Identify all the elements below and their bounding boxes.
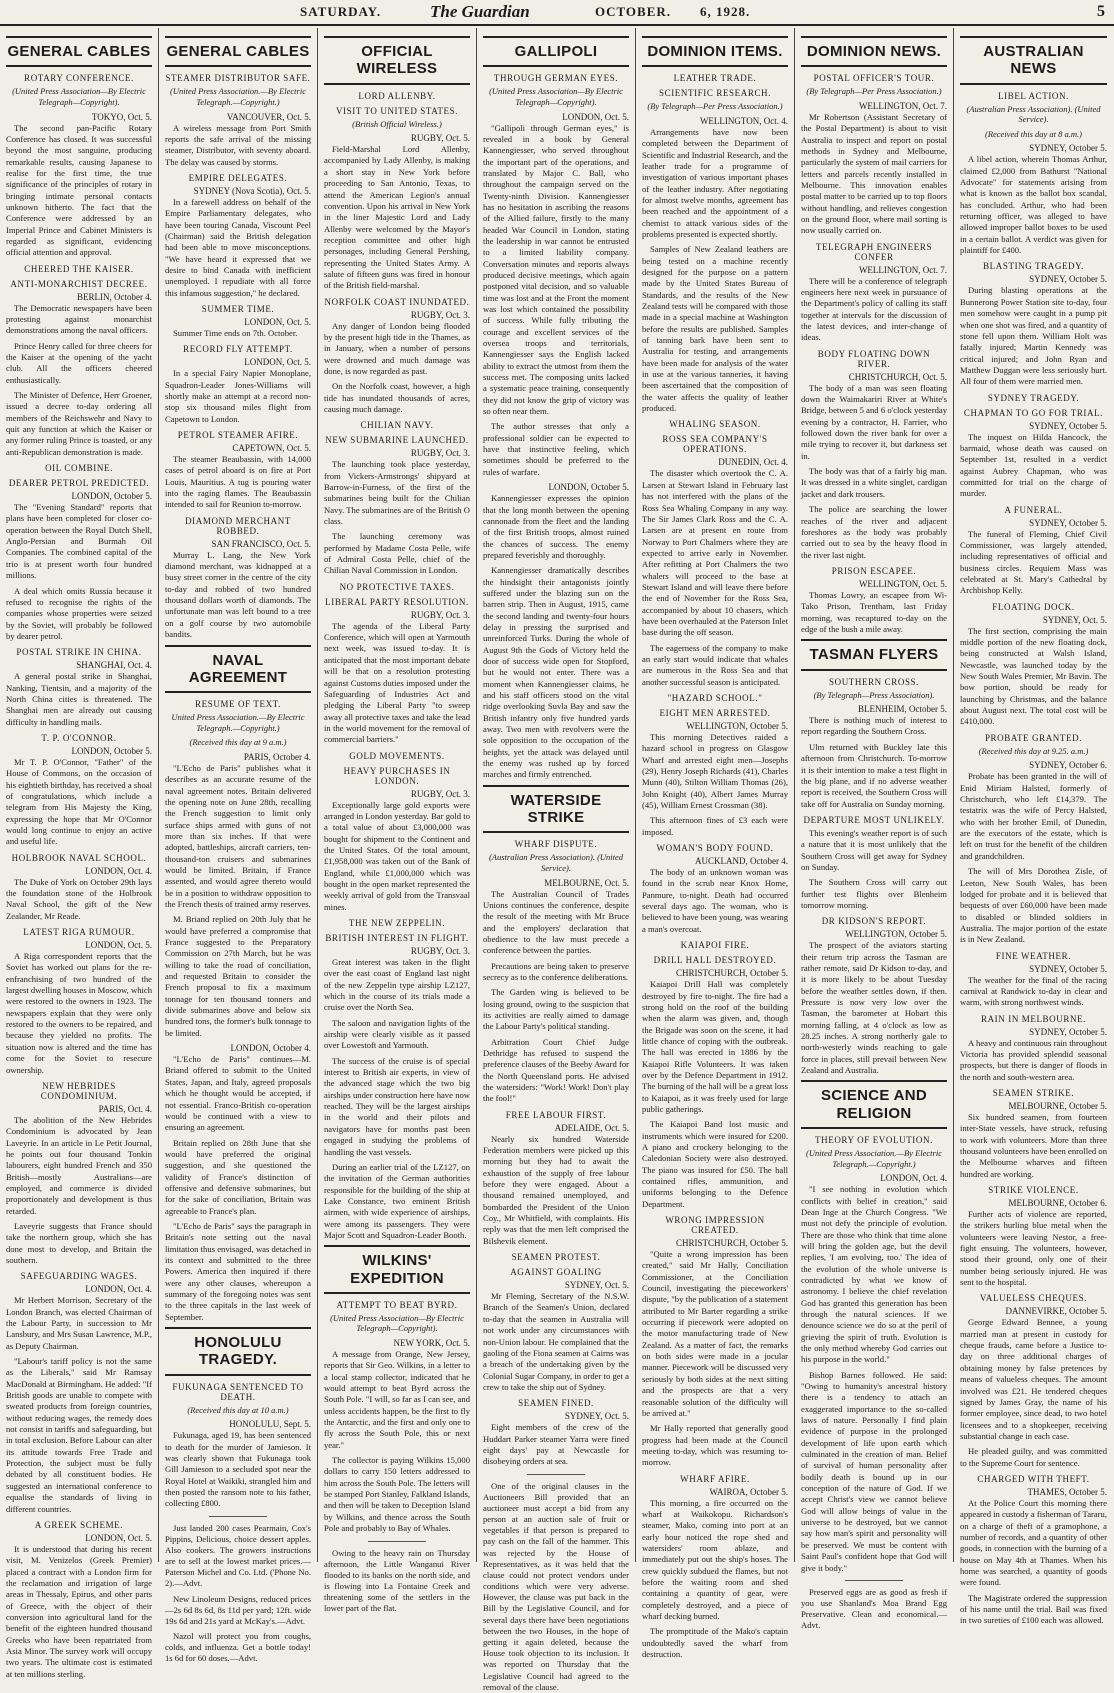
article-paragraph: In a farewell address on behalf of the Empire Parliamentary delegates, who have been touring Canada, Viscount Peel (Chairman) said the British delegation had been able to move misconceptions. "We have heard it expressed that we desire to bind Canada with inefficient unemployed. I repudiate with all force this infamous suggestion," he declared. — [165, 196, 311, 298]
article-paragraph: Prince Henry called for three cheers for the Kaiser at the opening of the yacht club. All the officers cheered enthusiastically. — [6, 340, 152, 385]
article-paragraph: The weather for the final of the racing carnival at Randwick to-day in clear and warm, with strong northwest winds. — [960, 974, 1107, 1008]
advertisement: New Linoleum Designs, reduced prices—2s 6d 8s 6d, 8s 11d per yard; 12ft. wide 19s 6d and 21s yard at McKay's.—Advt. — [165, 1593, 311, 1626]
subheading: TELEGRAPH ENGINEERS CONFER — [815, 241, 933, 262]
subheading: BODY FLOATING DOWN RIVER. — [817, 348, 931, 369]
article-paragraph: During an earlier trial of the LZ127, on the invitation of the German authorities responsible for the building of the ship at Lake Constance, two eminent British airmen, with wide experience of airships, were among its passengers. They were Major Scott and Squadron-Leader Booth. — [324, 1161, 470, 1240]
subheading: FUKUNAGA SENTENCED TO DEATH. — [172, 1381, 304, 1402]
article-paragraph: There is nothing much of interest to report regarding the Southern Cross. — [801, 715, 947, 737]
dateline: CHRISTCHURCH, October 5. — [676, 968, 788, 979]
article-paragraph: The "Evening Standard" reports that plans have been completed for closer co-operation between the Royal Dutch Shell, Anglo-Persian and Burmah Oil Companies. The combined capital of the trio is at present worth four hundred millions. — [6, 502, 152, 581]
article-paragraph: George Edward Bennee, a young married man at present in custody for cheque frauds, came before a Justice to-day on three additional charges of obtaining money by false pretences by means of valueless cheques. The amount involved was £21. He tendered cheques signed by James Gray, the name of his former employee, since dead, to two hotel licensees and to a shopkeeper, receiving substantial change in each case. — [960, 1317, 1107, 1441]
article-paragraph: Further acts of violence are reported, the strikers hurling blue metal when the volunteers were leaving Nestor, a free-fight ensuing. The volunteers, however, stood their ground, only one of their number being seriously injured. He was sent to the hospital. — [960, 1209, 1107, 1288]
credit-line: (Received this day at 10 a.m.) — [187, 1404, 289, 1415]
dateline: PARIS, Oct. 4. — [98, 1103, 152, 1114]
article-paragraph: Samples of New Zealand leathers are being tested on a machine recently designed for the purpose on a pattern made by the United States Bureau of Standards, and the results of the New Zealand tests will be compared with those made in a special machine at Washington before the results are published. Samples of tanning bark have been sent to Australia for testing, and arrangements have been made for analysis of the water in use at the various tanneries, it having been ascertained that the composition of the water affects the quality of leather produced. — [642, 244, 788, 414]
dateline: PARIS, October 4. — [243, 751, 311, 762]
article-paragraph: The Garden wing is believed to be losing ground, owing to the suspicion that its activities are really aimed to damage the Labour Party's political standing. — [483, 987, 629, 1032]
article-paragraph: Bishop Barnes followed. He said: "Owing to humanity's ancestral history there is a tendency to attach an exaggerated importance to the so-called laws of nature. Personally I find plain evidence of purpose in the prolonged development of life upon earth which culminated in the creation of man. Belief of survival of human personality after bodily death is bound up in our conception of the nature of God. If we accept Christ's view we cannot believe God will allow beings of value in the universe to be destroyed, but we cannot say how man's spirit and personality will be preserved. We must be content with Saint Paul's confident hope that God will give it body." — [801, 1369, 947, 1573]
subheading: THROUGH GERMAN EYES. — [493, 73, 619, 84]
article-paragraph: The Minister of Defence, Herr Groener, issued a decree to-day ordering all members of the Reichswehr and Navy to quit any function at which the Kaiser or any former ruling Prince is toasted, or any anti-Republican demonstration is made. — [6, 390, 152, 457]
section-headline: AUSTRALIAN NEWS — [960, 36, 1107, 85]
masthead-paper-title: The Guardian — [430, 2, 530, 21]
dateline: WELLINGTON, October 5. — [686, 721, 788, 731]
article-paragraph: Britain replied on 28th June that she would have preferred the original suggestion, and she questioned the validity of France's distinction of offensive and defensive submarines, but for the sake of conciliation, Britain was agreeable to France's plan. — [165, 1137, 311, 1216]
dateline: WELLINGTON, Oct. 7. — [858, 100, 947, 111]
section-headline: WILKINS' EXPEDITION — [324, 1245, 470, 1294]
article-paragraph: A wireless message from Port Smith reports the safe arrival of the missing steamer, Distributor, with seventy aboard. The delay was caused by storms. — [165, 122, 311, 167]
subheading: FINE WEATHER. — [995, 950, 1072, 961]
article-paragraph: A message from Orange, New Jersey, reports that Sir Geo. Wilkins, in a letter to a local stamp collector, indicated that he would attempt to beat Byrd across the South Pole. "I will, so far as I can see, and unless accidents happen, be the first to fly the Antarctic, and the first and only one to fly across the South Pole, this or next year." — [324, 1349, 470, 1450]
article-paragraph: The steamer Beaubassin, with 14,000 cases of petrol aboard is on fire at Port Louis, Mauritius. A tug is pouring water into the raging flames. The Beaubassin intended to sail for Reunion to-morrow. — [165, 454, 311, 510]
article-paragraph: This afternoon fines of £3 each were imposed. — [642, 815, 788, 837]
dateline: LONDON, October 5. — [548, 482, 629, 493]
subheading: VALUELESS CHEQUES. — [979, 1293, 1088, 1304]
article-paragraph: The Australian Council of Trades Unions continues the conference, despite the result of the meeting with Mr Bruce and the employers' declaration that obedience to the law must precede a conference between the parties. — [483, 888, 629, 956]
article-paragraph: "L'Echo de Paris" publishes what it describes as an accurate resume of the naval agreement notes. Britain delivered the opening note on June 28th, recalling the French suggestion to limit only surface ships armed with guns of not more than six inches. If that were adopted, battleships, aircraft carriers, ten-thousand-ton cruisers and submarines would be limited. Britain, if France assented, and would agree thereto would be in a position to withdraw opposition to the French thesis of trained army reserves. — [165, 762, 311, 909]
subheading: CHARGED WITH THEFT. — [977, 1473, 1090, 1484]
article-paragraph: Mr Herbert Morrison, Secretary of the London Branch, was elected Chairman of the Labour Party, in succession to Mr Lansbury, and Mrs Susan Lawrence, M.P., as Deputy Chairman. — [6, 1295, 152, 1351]
dateline: AUCKLAND, October 4. — [695, 856, 788, 867]
article-paragraph: This morning, a fire occurred on the wharf at Waikokopu. Richardson's steamer, Mako, coming into port at an early hour noticed the rope shed and watersiders' room ablaze, and immediately put out the ship's hoses. The crew quickly subdued the flames, but not before the waiting room and shed containing a quantity of gear, were completely destroyed, and a piece of wharf decking burned. — [642, 1497, 788, 1621]
subheading: CHAPMAN TO GO FOR TRIAL. — [963, 407, 1104, 418]
news-columns — [0, 28, 1114, 1692]
dateline: SYDNEY, October 5. — [1029, 517, 1107, 528]
subheading: EIGHT MEN ARRESTED. — [659, 708, 771, 718]
credit-line: (United Press Association.—By Electric Telegraph.—Copyright.) — [170, 86, 306, 107]
article-paragraph: Eight members of the crew of the Huddart Parker steamer Yarra were fined eight days' pay at Newcastle for disobeying orders at sea. — [483, 1422, 629, 1467]
dateline: SAN FRANCISCO, Oct. 5. — [211, 538, 311, 549]
article-paragraph: Field-Marshal Lord Allenby, accompanied by Lady Allenby, is making a short stay in New York before proceeding to San Antonio, Texas, to attend the American Legion's annual convention. Upon his arrival in New York in the liner Majestic Lord and Lady Allenby were welcomed by the Mayor's reception committee and other high personages, including General Pershing, representing the United States Army. A salute of fifteen guns was fired in honour of the British field-marshal. — [324, 144, 470, 291]
article-paragraph: The Duke of York on October 29th lays the foundation stone of the Holbrook Naval School, the gift of the New Zealander, Mr Reade. — [6, 876, 152, 921]
subheading: POSTAL STRIKE IN CHINA. — [16, 647, 142, 658]
article-paragraph: "I see nothing in evolution which conflicts with belief in creation," said Dean Inge at the Church Congress. "We must not defy the principle of evolution. There are those who think that time alone will bring the golden age, but the devil replies, 'I am evolving, too.' The idea of the evolution of the whole universe is contradicted by what we know of astronomy. I believe the chief revelation God has granted this generation has been through the natural sciences. If we denounce science we do so at the peril of grieving the spirit of truth. Evolution is the only method whereby God carries out his purpose in the world." — [801, 1184, 947, 1365]
article-paragraph: The will of Mrs Dorothea Zisle, of Leeton, New South Wales, has been lodged for probate and it is believed that bequests of over £60,000 have been made to disabled or blinded soldiers in Australia. The major portion of the estate is in New Zealand. — [960, 866, 1107, 945]
article-paragraph: "L'Echo de Paris" says the paragraph in Britain's note setting out the naval limitation thus envisaged, was detached in its context and submitted to the three Powers. America then inquired if there were any other clauses, whereupon a summary of the foregoing notes was sent to the three capitals in the last week of September. — [165, 1220, 311, 1322]
news-column-5 — [636, 28, 795, 1660]
dateline: WELLINGTON, Oct. 5. — [858, 578, 947, 589]
masthead-month: OCTOBER. — [595, 4, 672, 19]
article-paragraph: The body of an unknown woman was found in the scrub near Knox Home, Panmure, to-night. Death had occurred several days ago. The woman, who is believed to have been young, was wearing a man's overcoat. — [642, 867, 788, 934]
advertisement: Preserved eggs are as good as fresh if you use Shanland's Moa Brand Egg Preservative. Clean and economical.—Advt. — [801, 1586, 947, 1631]
dateline: LONDON, Oct. 4. — [85, 1284, 152, 1295]
credit-line: (United Press Association—By Electric Telegraph—Copyright). — [12, 86, 146, 107]
credit-line: (United Press Association—By Electric Telegraph—Copyright). — [330, 1312, 464, 1334]
news-column-3 — [318, 28, 477, 1614]
credit-line: United Press Association.—By Electric Telegraph.—Copyright.) — [171, 712, 305, 733]
news-column-7 — [954, 28, 1113, 1626]
article-paragraph: Laveyrie suggests that France should take the northern group, which she has done most to develop, and Britain the southern. — [6, 1220, 152, 1265]
subheading: ROSS SEA COMPANY'S OPERATIONS. — [662, 434, 768, 455]
dateline: MELBOURNE, Oct. 5. — [544, 877, 629, 888]
subheading: STEAMER DISTRIBUTOR SAFE. — [165, 73, 311, 84]
section-headline: OFFICIAL WIRELESS — [324, 36, 470, 85]
dateline: LONDON, October 5. — [71, 491, 152, 502]
credit-line: (By Telegraph—Per Press Association.) — [806, 86, 942, 97]
advertisement: Owing to the heavy rain on Thursday afternoon, the Little Wanganui River flooded to its banks on the north side, and is flowing into La Fontaine Creek and threatening some of the settlers in the lower part of the flat. — [324, 1547, 470, 1614]
article-paragraph: Exceptionally large gold exports were arranged in London yesterday. Bar gold to a total value of about £3,000,000 was bought for shipment to the Continent and the United States. Of the total amount, £1,958,000 was taken out of the Bank of England, while £1,000,000 which was bought in the open market represented the weekly arrival of gold from the Transvaal mines. — [324, 799, 470, 912]
credit-line: (United Press Association.—By Electric Telegraph.—Copyright.) — [806, 1147, 942, 1169]
subheading: LORD ALLENBY. — [358, 90, 436, 101]
article-paragraph: The second pan-Pacific Rotary Conference has closed. It was successful beyond the most sanguine, producing remarkable results, causing Japanese to realise for the first time, the true significance of the principles of rotary in bringing intimate personal contacts unknown hitherto. The fact that the Conference were addressed by an Imperial Prince and Cabinet Ministers is regarded as significant, evidencing official attention and approval. — [6, 122, 152, 258]
credit-line: (By Telegraph—Per Press Association.) — [647, 101, 783, 112]
article-paragraph: The success of the cruise is of special interest to British air experts, in view of the advanced stage which the two big airships under construction here have now reached. They will be the largest airships in the world and their pilots and navigators have for months past been engaged in studying the problems of handling the vast vessels. — [324, 1055, 470, 1157]
dateline: DANNEVIRKE, October 5. — [1005, 1306, 1107, 1317]
masthead — [0, 0, 1114, 26]
article-paragraph: The collector is paying Wilkins 15,000 dollars to carry 150 letters addressed to him across the South Pole. The letters will be stamped Port Stanley, Falkland Islands, and then will be taken to Deception Island by Wilkins, and thence across the South Pole and probably to Bay of Whales. — [324, 1455, 470, 1534]
credit-line: (Received this day at 9 a.m.) — [189, 737, 287, 748]
subheading: ATTEMPT TO BEAT BYRD. — [336, 1299, 458, 1310]
subheading: A GREEK SCHEME. — [34, 1519, 124, 1530]
article-paragraph: The Magistrate ordered the suppression of his name until the trial. Bail was fixed in two sureties of £100 each was allowed. — [960, 1592, 1107, 1626]
dateline: SYDNEY, October 5. — [1029, 274, 1107, 285]
masthead-date: 6, 1928. — [700, 4, 751, 19]
dateline: SHANGHAI, Oct. 4. — [76, 660, 152, 671]
subheading: GOLD MOVEMENTS. — [349, 750, 445, 761]
subheading: PETROL STEAMER AFIRE. — [177, 430, 299, 441]
article-paragraph: A libel action, wherein Thomas Arthur, claimed £2,000 from Bathurst "National Advocate" for statements arising from what is known as the ballot box scandal, has concluded. Arthur, who had been returning officer, was alleged to have allowed improper ballot boxes to be used in a certain ballot. A verdict was given for plaintiff for £400. — [960, 154, 1107, 256]
article-paragraph: Mr Hally reported that generally good progress had been made at the Council meeting to-day, which was resuming to-morrow. — [642, 1423, 788, 1468]
dateline: HONOLULU, Sept. 5. — [229, 1419, 311, 1430]
subheading: WHARF DISPUTE. — [514, 839, 598, 850]
article-paragraph: The Democratic newspapers have been protesting against monarchist demonstrations among the naval officers. — [6, 302, 152, 336]
dateline: RUGBY, Oct. 3. — [410, 788, 470, 799]
article-paragraph: The author stresses that only a professional soldier can be expected to have that instinctive feeling, which sometimes should be preferred to the rules of warfare. — [483, 421, 629, 477]
divider-rule — [527, 1474, 585, 1475]
article-paragraph: The promptitude of the Mako's captain undoubtedly saved the wharf from destruction. — [642, 1626, 788, 1660]
dateline: LONDON, Oct. 5. — [85, 1532, 152, 1543]
subheading: LEATHER TRADE. — [673, 73, 757, 84]
article-paragraph: Six hundred seamen, from fourteen inter-State vessels, have struck, refusing to work with volunteers. More than three thousand volunteers have been enrolled on the Melbourne wharves and fifteen hundred are working. — [960, 1111, 1107, 1179]
dateline: RUGBY, Oct. 5. — [410, 133, 470, 144]
subheading: ANTI-MONARCHIST DECREE. — [10, 278, 148, 289]
dateline: ADELAIDE, Oct. 5. — [554, 1122, 629, 1133]
dateline: RUGBY, Oct. 3. — [410, 448, 470, 459]
article-paragraph: Arbitration Court Chief Judge Dethridge has refused to suspend the preference clauses of the Beeby Award for the North Queensland ports. He advised the watersiders: "Work! Work! Don't play the fool!" — [483, 1036, 629, 1104]
section-headline: HONOLULU TRAGEDY. — [165, 1327, 311, 1376]
subheading: LIBEL ACTION. — [998, 90, 1069, 101]
dateline: THAMES, October 5. — [1027, 1486, 1107, 1497]
article-paragraph: This morning Detectives raided a hazard school in progress on Glasgow Wharf and arrested eight men—Josephs (29), Henry Joseph Richards (41), Charles Munn (40), Stilton William Thomas (26), John Knight (40), Albert James Murray (45), William Ernest Crossman (38). — [642, 732, 788, 811]
article-paragraph: M. Briand replied on 20th July that he would have preferred a compromise that France suggested to the Preparatory Commission on 27th March, but he was willing to take the road of conciliation, and requested Britain to consider the French proposal to fix a maximum tonnage for ten thousand tonners and divide submarines above and below six hundred tons, the former's bulk tonnage to be limited. — [165, 914, 311, 1038]
subheading: SUMMER TIME. — [201, 303, 275, 314]
subheading: WRONG IMPRESSION CREATED. — [665, 1215, 765, 1236]
dateline: LONDON, Oct. 5. — [244, 357, 311, 368]
dateline: SYDNEY (Nova Scotia), Oct. 5. — [193, 185, 311, 196]
credit-line: (Australian Press Association). (United Service). — [488, 852, 624, 873]
article-paragraph: A deal which omits Russia because it refused to recognise the rights of the companies whose properties were seized by the Soviet, will probably be followed by dearer petrol. — [6, 585, 152, 641]
subheading: SAFEGUARDING WAGES. — [20, 1271, 138, 1282]
dateline: LONDON, Oct. 5. — [562, 111, 629, 122]
subheading: THEORY OF EVOLUTION. — [815, 1134, 933, 1145]
article-paragraph: The eagerness of the company to make an early start would indicate that whales are numerous in the Ross Sea and that another successful season is anticipated. — [642, 642, 788, 687]
dateline: SYDNEY, Oct. 5. — [564, 1280, 629, 1291]
subheading: DR KIDSON'S REPORT. — [821, 916, 927, 927]
article-paragraph: Summer Time ends on 7th. October. — [173, 327, 298, 338]
subheading: AGAINST GOALING — [510, 1267, 602, 1278]
divider-rule — [845, 1580, 903, 1581]
article-paragraph: The Southern Cross will carry out further test flights over Blenheim tomorrow morning. — [801, 877, 947, 910]
dateline: LONDON, Oct. 4. — [85, 865, 152, 876]
subheading: DRILL HALL DESTROYED. — [653, 955, 777, 966]
subheading: DEARER PETROL PREDICTED. — [8, 478, 150, 489]
dateline: LONDON, October 5. — [71, 745, 152, 756]
subheading: ROTARY CONFERENCE. — [24, 73, 134, 84]
subheading: EMPIRE DELEGATES. — [188, 172, 288, 183]
subheading: WHALING SEASON. — [669, 419, 761, 430]
article-paragraph: Mr T. P. O'Connor, "Father" of the House of Commons, on the occasion of his eightieth birthday, has received a shoal of congratulations, which include a telegram from His Majesty the King, expressing the hope that Mr O'Connor would long continue to enjoy an active and useful life. — [6, 756, 152, 847]
subheading: RESUME OF TEXT. — [195, 699, 281, 709]
subheading: LATEST RIGA RUMOUR. — [23, 927, 135, 938]
article-paragraph: A general postal strike in Shanghai, Nanking, Tientsin, and a majority of the North China cities is threatened. The Shanghai men are already out causing difficulty in handling mails. — [6, 671, 152, 727]
divider-rule — [368, 1541, 426, 1542]
section-headline: GENERAL CABLES — [6, 36, 152, 67]
divider-rule — [209, 1516, 267, 1517]
article-paragraph: Mr Robertson (Assistant Secretary of the Postal Department) is about to visit Australia to inspect and report on postal methods in Sydney and Melbourne, particularly the system of mail carriers for letters and parcels recently installed in Melbourne. This innovation enables postal matter to be carried up to top floors without handling, and relieves congestion on the ground floor, where mail sorting is now usually carried on. — [801, 111, 947, 236]
article-paragraph: "L'Echo de Paris" continues—M. Briand offered to submit to the United States, Japan, and Italy, agreed proposals which he thought would be accepted, if not essential. Franco-British co-operation would be continued with a view to ensuring an agreement. — [165, 1054, 311, 1133]
dateline: WELLINGTON, Oct. 4. — [699, 115, 788, 126]
article-paragraph: The body of a man was seen floating down the Waimakariri River at White's Bridge, between 5 and 6 o'clock yesterday evening by a contractor, H. Farrier, who followed down the river bank for over a mile trying to recover it, but darkness set in. — [801, 382, 947, 461]
article-paragraph: Thomas Lowry, an escapee from Wi-Tako Prison, Trentham, last Friday morning, was recaptured to-day on the edge of the bush a mile away. — [801, 589, 947, 634]
section-headline: TASMAN FLYERS — [801, 639, 947, 670]
dateline: MELBOURNE, October 5. — [1008, 1100, 1107, 1111]
subheading: NO PROTECTIVE TAXES. — [339, 581, 455, 592]
section-headline: GALLIPOLI — [483, 36, 629, 67]
article-paragraph: Fukunaga, aged 19, has been sentenced to death for the murder of Jamieson. It was clearly shown that Fukunaga took Gill Jamieson to a secluded spot near the Royal Hotel at Waikiki, strangled him and then posted the ransom note to his father, collecting £800. — [165, 1430, 311, 1509]
article-paragraph: "Gallipoli through German eyes," is revealed in a book by General Kannengiesser, who served throughout the important part of the operations, and translated by Major C. Ball, who throughout the campaign served on the Twenty-ninth Division. Kannengiesser has no hesitation in ascribing the reasons of the Allied failure, firstly to the many headed War Council in London, stating the leadership in war cannot be entrusted to a limited liability company. Conversation minutes and reports always produced decisive meetings, which again postponed vital decision, and so valuable time was lost and at the Front the moment was lost which contained the possibility of success. While fully tributing the courage and excellent services of the oversea troops and territorials, Kannengiesser says the English lacked ability to extract the utmost from them the success met. The composing units lacked a systematic peace training, consequently they did not know the grip of victory was so often near them. — [483, 122, 629, 417]
dateline: CHRISTCHURCH, October 5. — [676, 1238, 788, 1249]
article-paragraph: Kannengiesser expresses the opinion that the long month between the opening cannonade from the fleet and the landing of the first British troops, almost ruined the chances of success. The enemy prepared feverishly and thoroughly. — [483, 493, 629, 560]
article-paragraph: The abolition of the New Hebrides Condominium is advocated by Jean Laveyrie. In an article in Le Petit Journal, he points out four thousand Tonkin labourers, eight hundred French and 350 British—mostly Australians—are employed, and commerce is divided proportionately and development is thus retarded. — [6, 1114, 152, 1216]
article-paragraph: During blasting operations at the Bunnerong Power Station site to-day, four men somehow were caught in a pump pit when one shot was fired, and a quantity of stone fell upon them. William Holt was fatally injured; Martin Kennedy was critical injured; and John Ryan and Matthew Duggan were less seriously hurt. All four of them were married men. — [960, 285, 1107, 387]
subheading: SCIENTIFIC RESEARCH. — [658, 88, 771, 99]
dateline: LONDON, Oct. 4. — [880, 1173, 947, 1184]
subheading: T. P. O'CONNOR. — [41, 732, 117, 743]
subheading: RAIN IN MELBOURNE. — [980, 1013, 1087, 1024]
dateline: BLENHEIM, October 5. — [858, 704, 947, 715]
dateline: VANCOUVER, Oct. 5. — [226, 111, 311, 122]
dateline: MELBOURNE, October 6. — [1008, 1198, 1107, 1209]
article-paragraph: The disaster which overtook the C. A. Larsen at Stewart Island in February last has not interfered with the plans of the Ross Sea Whaling Company in any way. The Sir James Clark Ross and the C. A. Larsen are at present en route from Norway to Port Chalmers where they are expected to arrive early in November. After refitting at Port Chalmers the two whalers will proceed to the base at Stewart Island and will leave there before the end of November for the Ross Sea, accompanied by about 10 chasers, which have been overhauled at the Paterson Inlet base during the off season. — [642, 468, 788, 638]
subheading: DEPARTURE MOST UNLIKELY. — [803, 814, 945, 825]
credit-line: (United Press Association—By Electric Telegraph—Copyright). — [489, 86, 623, 107]
credit-line: (Received this day at 8 a.m.) — [984, 128, 1082, 139]
section-headline: WATERSIDE STRIKE — [483, 785, 629, 834]
dateline: WELLINGTON, Oct. 7. — [858, 264, 947, 275]
subheading: A FUNERAL. — [1004, 504, 1063, 515]
article-paragraph: The launching ceremony was performed by Madame Costa Pelle, wife of Admiral Costa Pelle, chief of the Chilian Naval Commission in London. — [324, 531, 470, 576]
article-paragraph: The police are searching the lower reaches of the river and adjacent foreshores as the body was probably carried out to sea by the heavy flood in the river last night. — [801, 504, 947, 560]
dateline: RUGBY, Oct. 3. — [410, 609, 470, 620]
subheading: SEAMEN PROTEST. — [511, 1252, 601, 1263]
masthead-day: SATURDAY. — [300, 4, 382, 19]
dateline: WAIROA, October 5. — [709, 1486, 788, 1497]
article-paragraph: The first section, comprising the main middle portion of the new floating dock, being constructed at Walsh Island, Newcastle, was launched today by the New South Wales Premier, Mr Bavin. The bow portion, should be ready for launching by Christmas, and the balance about August next. The total cost will be £410,000. — [960, 625, 1107, 727]
advertisement: One of the original clauses in the Auctioneers Bill provided that an auctioneer must accept a bid from any person at an auction sale of fruit or vegetables if that person is prepared to pay cash on the fall of the hammer. This was rejected by the House of Representatives, as it was held that the clause could not protect vendors under conditions which were very adverse. However, the clause was put back in the Bill by the Legislative Council, and for several days there have been negotiations between the two Houses, in the hope of getting it again deleted, because the House took objection to its inclusion. It was reported on Thursday that the Legislative Council had agreed to the removal of the clause. — [483, 1480, 629, 1692]
subheading: CHILIAN NAVY. — [360, 420, 434, 431]
news-column-2 — [159, 28, 318, 1664]
credit-line: (Received this day at 9.25. a.m.) — [978, 745, 1089, 756]
article-paragraph: Mr Fleming, Secretary of the N.S.W. Branch of the Seamen's Union, declared to-day that the seamen in Australia will not work under any circumstances with non-Union labour. He complained that the gaoling of the Fiona seamen at Cairns was a breach of the undertaking given by the Colonial Sugar Company, in order to get a crew to take the ship out of Sydney. — [483, 1291, 629, 1392]
dateline: WELLINGTON, October 5. — [845, 929, 947, 940]
subheading: CHEERED THE KAISER. — [24, 263, 134, 274]
news-column-1 — [0, 28, 159, 1679]
subheading: KAIAPOI FIRE. — [680, 940, 750, 951]
subheading: STRIKE VIOLENCE. — [988, 1185, 1079, 1196]
subheading: FREE LABOUR FIRST. — [505, 1109, 607, 1120]
article-paragraph: Kannengiesser dramatically describes the hindsight their antagonists jointly suffered under the blazing sun on the barren strip. Then in August, 1915, came the second landing and twenty-four hours delay in pressing the surprised and unreinforced Turks. During the whole of August 9th the Gods of Victory held the door of success wide open for Stopford, but he would not enter. There was a moment when Kannengiesser claims, he and his staff officers stood on the vital ridge overlooking Suvla Bay and saw the British infantry only five hundred yards away. Two men with revolvers were the sole opposition to the occupation of the heights, yet the attack was delayed until the enemy was rushed up by forced marches and firmly entrenched. — [483, 565, 629, 780]
advertisement: Just landed 200 cases Pearmain, Cox's Pippins, Delicious, choice dessert apples. Also cookers. The growers instructions are to sell at the lowest market prices.—Paterson Michel and Co. Ltd. ('Phone No. 2).—Advt. — [165, 1522, 311, 1589]
article-paragraph: The body was that of a fairly big man. It was dressed in a white singlet, cardigan jacket and dark trousers. — [801, 466, 947, 499]
article-paragraph: Kaiapoi Drill Hall was completely destroyed by fire to-night. The fire had a strong hold on the roof of the building when the alarm was given, and, though the Brigade was soon on the scene, it had little chance of coping with the outbreak. The hall was erected in 1886 by the Kaiapoi Rifle Volunteers. It was taken over by the Defence Department in 1912. The burning of the hall will be a great loss to Kaiapoi, as it was freely used for large public gatherings. — [642, 979, 788, 1114]
section-headline: DOMINION ITEMS. — [642, 36, 788, 67]
subheading: BRITISH INTEREST IN FLIGHT. — [325, 933, 469, 943]
article-paragraph: The launching took place yesterday, from Vickers-Armstrongs' shipyard at Barrow-in-Furness, of the first of the submarines being built for the Chilian Navy. The submarines are of the British O class. — [324, 459, 470, 527]
dateline: SYDNEY, October 5. — [1029, 963, 1107, 974]
article-paragraph: He pleaded guilty, and was committed to the Supreme Court for sentence. — [960, 1446, 1107, 1468]
subheading: VISIT TO UNITED STATES. — [335, 105, 459, 116]
subheading: "HAZARD SCHOOL." — [667, 693, 763, 703]
dateline: BERLIN, October 4. — [77, 291, 152, 302]
article-paragraph: At the Police Court this morning there appeared in custody a fisherman of Tararu, on a charge of theft of a gramophone, a number of records, and a quantity of other goods, in connection with the burning of a house on May 4th at Thames. When his home was searched, a quantity of goods were found. — [960, 1497, 1107, 1588]
subheading: PROBATE GRANTED. — [984, 732, 1083, 743]
article-paragraph: Any danger of London being flooded by the present high tide in the Thames, as in January, when a number of persons were drowned and much damage was done, is now regarded as past. — [324, 320, 470, 376]
news-column-4 — [477, 28, 636, 1692]
subheading: HEAVY PURCHASES IN LONDON. — [343, 765, 451, 786]
article-paragraph: In a special Fairy Napier Monoplane, Squadron-Leader Jones-Williams will shortly make an attempt at a record non-stop six thousand miles flight from Capetown to London. — [165, 368, 311, 424]
dateline: CHRISTCHURCH, Oct. 5. — [848, 371, 947, 382]
article-paragraph: Precautions are being taken to preserve secrecy as to the conference deliberations. — [483, 960, 629, 982]
subheading: PRISON ESCAPEE. — [831, 565, 917, 576]
article-paragraph: The agenda of the Liberal Party Conference, which will open at Yarmouth next week, was issued to-day. It is anticipated that the most important debate will be that on a resolution protesting against Customs duties imposed under the Safeguarding of Industries Act and pledging the Liberal Party "to sweep away all protective taxes and take the lead in the world movement for the removal of commercial barriers." — [324, 620, 470, 745]
subheading: WHARF AFIRE. — [680, 1473, 750, 1484]
dateline: SYDNEY, October 6. — [1029, 760, 1107, 771]
article-paragraph: A heavy and continuous rain throughout Victoria has provided splendid seasonal prospects, but there is danger of floods in the north and south-western area. — [960, 1037, 1107, 1082]
article-paragraph: The saloon and navigation lights of the airship were clearly visible as it passed over Lowestoft and Yarmouth. — [324, 1017, 470, 1051]
news-column-6 — [795, 28, 954, 1631]
subheading: SEAMEN FINED. — [518, 1398, 594, 1409]
article-paragraph: This evening's weather report is of such a nature that it is most unlikely that the Southern Cross will get away for Sydney on Sunday. — [801, 827, 947, 872]
dateline: LONDON, Oct. 5. — [244, 316, 311, 327]
article-paragraph: Arrangements have now been completed between the Department of Scientific and Industrial Research, and the leather trade for a programme of investigation of various important phases of the leather industry. After negotiating for almost twelve months, agreement has been reached and the appointment of a chemist to attack various sides of the problems presented is expected shortly. — [642, 126, 788, 239]
dateline: LONDON, Oct. 5. — [85, 940, 152, 951]
subheading: POSTAL OFFICER'S TOUR. — [813, 73, 935, 84]
dateline: RUGBY, Oct. 3. — [410, 946, 470, 956]
dateline: NEW YORK, Oct. 5. — [393, 1338, 470, 1348]
article-paragraph: The Kaiapoi Band lost music and instruments which were insured for £200. A piano and crockery belonging to the Caledonian Society were also destroyed. The piano was insured for £50. The hall contained rifles, ammunition, and uniforms belonging to the Defence Department. — [642, 1119, 788, 1209]
section-headline: SCIENCE AND RELIGION — [801, 1080, 947, 1129]
article-paragraph: There will be a conference of telegraph engineers here next week in pursuance of the Department's policy of calling its staff together at intervals for the discussion of the latest devices, and inter-change of ideas. — [801, 275, 947, 343]
dateline: CAPETOWN, Oct. 5. — [232, 443, 311, 454]
subheading: WOMAN'S BODY FOUND. — [656, 843, 774, 854]
article-paragraph: The prospect of the aviators starting their return trip across the Tasman are rather remote, said Dr Kidson to-day, and it is more likely to be about Tuesday before the weather settles down, if then. Pressure is now very low over the Tasman, the barometer at Hobart this morning falling, at 4 o'clock as low as 28.25 inches. A strong northerly gale to north-westerly winds reaching to gale force in places, still prevail between New Zealand and Australia. — [801, 940, 947, 1076]
article-paragraph: Nearly six hundred Waterside Federation members were picked up this morning but they had to await the exhaustion of the supply of free labour before they were engaged. About a thousand remained unemployed, and bombarded the President of the Union Coy., Mr Whitfield, with complaints. His reply was that the men left comprised the Bilshevik element. — [483, 1133, 629, 1246]
article-paragraph: A Riga correspondent reports that the Soviet has worked out plans for the re-enfranchising of two hundred of the largest dwelling houses in Moscow, which were restored to the owners in 1923. The newspapers explain that they were only restored to the owners to be repaired, and because they yielded no profits. The situation now is altered and the time has come for the Soviet to resecure ownership. — [6, 951, 152, 1075]
article-paragraph: The funeral of Fleming, Chief Civil Commissioner, was largely attended, including representatives of official and business circles. Requiem Mass was celebrated at St. Mary's Cathedral by Archbishop Kelly. — [960, 528, 1107, 596]
dateline: TOKYO, Oct. 5. — [91, 111, 152, 122]
dateline: SYDNEY, October 5. — [1029, 143, 1107, 154]
dateline: SYDNEY, Oct. 5. — [1042, 614, 1107, 625]
masthead-page-number: 5 — [1097, 3, 1106, 20]
article-paragraph: On the Norfolk coast, however, a high tide has inundated thousands of acres, causing much damage. — [324, 381, 470, 414]
credit-line: (Australian Press Association). (United Service). — [966, 103, 1101, 125]
subheading: BLASTING TRAGEDY. — [983, 261, 1084, 272]
section-headline: NAVAL AGREEMENT — [165, 645, 311, 694]
subheading: RECORD FLY ATTEMPT. — [183, 344, 293, 355]
subheading: HOLBROOK NAVAL SCHOOL. — [11, 852, 147, 863]
credit-line: (British Official Wireless.) — [352, 118, 442, 129]
section-headline: GENERAL CABLES — [165, 36, 311, 67]
dateline: DUNEDIN, Oct. 4. — [718, 457, 788, 468]
advertisement: Nazol will protect you from coughs, colds, and influenza. Get a bottle today! 1s 6d for 60 doses.—Advt. — [165, 1631, 311, 1664]
credit-line: (By Telegraph—Press Association). — [813, 689, 935, 700]
subheading: DIAMOND MERCHANT ROBBED. — [185, 515, 291, 536]
dateline: SYDNEY, October 5. — [1029, 1026, 1107, 1037]
dateline: SYDNEY, Oct. 5. — [564, 1411, 629, 1422]
dateline: SYDNEY, October 5. — [1029, 420, 1107, 431]
subheading: NEW SUBMARINE LAUNCHED. — [325, 435, 469, 446]
subheading: NEW HEBRIDES CONDOMINIUM. — [40, 1080, 118, 1101]
article-paragraph: Murray L. Lang, the New York diamond merchant, was kidnapped at a busy street corner in the centre of the city to-day and robbed of two hundred thousand dollars worth of diamonds. The unfortunate man was left bound to a tree on a golf course by two automobile bandits. — [165, 549, 311, 640]
subheading: SOUTHERN CROSS. — [828, 676, 920, 687]
subheading: SEAMEN STRIKE. — [992, 1087, 1075, 1098]
subheading: FLOATING DOCK. — [992, 601, 1075, 612]
dateline: LONDON, October 4. — [230, 1043, 311, 1054]
article-paragraph: "Quite a wrong impression has been created," said Mr Hally, Conciliation Commissioner, at the Conciliation Council, investigating the pieceworkers' dispute, "by the publication of a statement attributed to Mr Barter regarding a strike occurring if piecework were adopted on the motor manufacturing trade of New Zealand. As a matter of fact, the remarks on both sides were made in a jocular manner. Piecework will be discussed very seriously by both sides at the next sitting and the prospects are that a very reasonable solution of the difficulty will be arrived at." — [642, 1249, 788, 1418]
article-paragraph: Ulm returned with Buckley late this afternoon from Christchurch. To-morrow it is their intention to make a test flight in the big plane, and if no adverse weather report is received, the Southern Cross will take off for Australia on Sunday morning. — [801, 741, 947, 809]
section-headline: DOMINION NEWS. — [801, 36, 947, 67]
dateline: RUGBY, Oct. 3. — [410, 309, 470, 320]
subheading: LIBERAL PARTY RESOLUTION. — [325, 596, 469, 607]
article-paragraph: The inquest on Hilda Hancock, the barmaid, whose death was caused on September 1st, resulted in a verdict against Aubrey Chapman, who was committed for trial on the charge of murder. — [960, 431, 1107, 499]
article-paragraph: It is understood that during his recent visit, M. Venizelos (Greek Premier) placed a contract with a London firm for the reclamation and irrigation of large areas in Thessaly, Epirus, and other parts of Greece, with the object of their conversion into agricultural land for the benefit of the eighteen hundred thousand Greeks who have been repatriated from Asia Minor. The survey work will occupy two years. The ultimate cost is estimated at ten millions sterling. — [6, 1543, 152, 1679]
subheading: NORFOLK COAST INUNDATED. — [324, 296, 470, 307]
subheading: OIL COMBINE. — [45, 463, 113, 474]
article-paragraph: Great interest was taken in the flight over the east coast of England last night of the new Zeppelin type airship LZ127, which in the course of its trials made a cruise over the North Sea. — [324, 957, 470, 1013]
subheading: SYDNEY TRAGEDY. — [987, 392, 1080, 403]
article-paragraph: "Labour's tariff policy is not the same as the Liberals," said Mr Ramsay MacDonald at Birmingham. He added: "If British goods are unable to compete with sweated products from foreign countries, without reducing wages, the remedy does not consist in tariffs and safeguarding, but in total exclusion. Before Labour can alter its attitude towards Free Trade and Protection, the subject must be fully debated by all constituent bodies. He suggested an international conference to equalise the standards of living in different countries. — [6, 1356, 152, 1514]
subheading: THE NEW ZEPPELIN. — [348, 918, 446, 928]
article-paragraph: Probate has been granted in the will of Enid Miriam Halsted, formerly of Christchurch, who left £14,379. The testatrix was the wife of Percy Halsted, who with her brother Emil, of Dunedin, are the executors of the estate, which is left on trust for the benefit of the children and grandchildren. — [960, 771, 1107, 861]
